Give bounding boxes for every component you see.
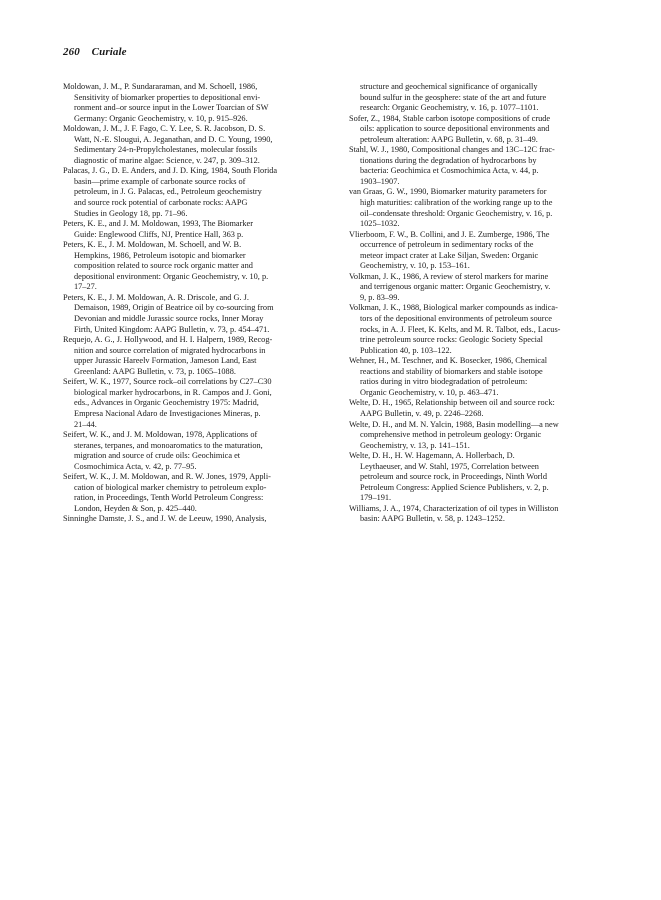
reference-line: Demaison, 1989, Origin of Beatrice oil by co-sourcing from <box>74 303 274 313</box>
reference-line: Palacas, J. G., D. E. Anders, and J. D. King, 1984, South Florida <box>63 166 278 176</box>
reference-line: depositional environment: Organic Geochemistry, v. 10, p. <box>74 271 269 281</box>
reference-line: Geochemistry, v. 13, p. 141–151. <box>360 440 470 450</box>
running-title: Curiale <box>91 46 127 58</box>
reference-line: Geochemistry, v. 10, p. 153–161. <box>360 261 470 271</box>
reference-line: Sedimentary 24-n-Propylcholestanes, molecular fossils <box>74 145 257 155</box>
reference-entry <box>63 335 325 377</box>
reference-line: 17–27. <box>74 282 97 292</box>
reference-line: Peters, K. E., and J. M. Moldowan, 1993, The Biomarker <box>63 219 253 229</box>
reference-line: diagnostic of marine algae: Science, v. 247, p. 309–312. <box>74 155 260 165</box>
reference-line: Hempkins, 1986, Petroleum isotopic and biomarker <box>74 250 246 260</box>
reference-line: Guide: Englewood Cliffs, NJ, Prentice Hall, 363 p. <box>74 229 244 239</box>
reference-line: petroleum alteration: AAPG Bulletin, v. 68, p. 31–49. <box>360 134 538 144</box>
reference-line: ronment and–or source input in the Lower Toarcian of SW <box>74 103 269 113</box>
reference-entry <box>349 356 612 398</box>
reference-line: bound sulfur in the geosphere: state of the art and future <box>360 92 547 102</box>
reference-line: Stahl, W. J., 1980, Compositional changes and 13C–12C frac- <box>349 145 555 155</box>
reference-line: 9, p. 83–99. <box>360 292 400 302</box>
reference-entry <box>349 230 612 272</box>
reference-line: Volkman, J. K., 1988, Biological marker compounds as indica- <box>349 303 558 313</box>
reference-line: London, Heyden & Son, p. 425–440. <box>74 503 197 513</box>
reference-entry <box>63 166 325 219</box>
reference-line: Devonian and middle Jurassic source rocks, Inner Moray <box>74 314 264 324</box>
reference-line: basin—prime example of carbonate source rocks of <box>74 176 246 186</box>
reference-line: biological marker hydrocarbons, in R. Campos and J. Goni, <box>74 387 272 397</box>
reference-line: Firth, United Kingdom: AAPG Bulletin, v. 73, p. 454–471. <box>74 324 270 334</box>
references-left-column <box>63 82 325 525</box>
reference-line: Germany: Organic Geochemistry, v. 10, p. 915–926. <box>74 113 248 123</box>
reference-line: and terrigenous organic matter: Organic Geochemistry, v. <box>360 282 551 292</box>
reference-line: oils: application to source depositional environments and <box>360 124 550 134</box>
reference-line: 1025–1032. <box>360 219 400 229</box>
reference-line: composition related to source rock organic matter and <box>74 261 253 271</box>
reference-line: occurrence of petroleum in sedimentary rocks of the <box>360 240 534 250</box>
reference-line: rocks, in A. J. Fleet, K. Kelts, and M. R. Talbot, eds., Lacus- <box>360 324 561 334</box>
references-right-column <box>349 82 612 525</box>
reference-line: petroleum and source rock, in Proceedings, Ninth World <box>360 472 547 482</box>
reference-line: trine petroleum source rocks: Geologic Society Special <box>360 335 543 345</box>
reference-entry <box>349 82 612 114</box>
reference-line: basin: AAPG Bulletin, v. 58, p. 1243–1252. <box>360 514 505 524</box>
reference-line: bacteria: Geochimica et Cosmochimica Acta, v. 44, p. <box>360 166 539 176</box>
reference-line: Peters, K. E., J. M. Moldowan, A. R. Driscole, and G. J. <box>63 292 249 302</box>
reference-entry <box>349 145 612 187</box>
reference-line: Sinninghe Damste, J. S., and J. W. de Leeuw, 1990, Analysis, <box>63 514 267 524</box>
reference-line: Moldowan, J. M., J. F. Fago, C. Y. Lee, S. R. Jacobson, D. S. <box>63 124 266 134</box>
reference-line: Sensitivity of biomarker properties to depositional envi- <box>74 92 261 102</box>
reference-line: nition and source correlation of migrated hydrocarbons in <box>74 345 266 355</box>
reference-line: cation of biological marker chemistry to petroleum explo- <box>74 482 267 492</box>
reference-line: tors of the depositional environments of petroleum source <box>360 314 552 324</box>
reference-line: Williams, J. A., 1974, Characterization of oil types in Williston <box>349 503 559 513</box>
reference-line: Seifert, W. K., J. M. Moldowan, and R. W. Jones, 1979, Appli- <box>63 472 271 482</box>
reference-line: steranes, terpanes, and monoaromatics to the maturation, <box>74 440 263 450</box>
reference-line: Wehner, H., M. Teschner, and K. Bosecker, 1986, Chemical <box>349 356 548 366</box>
reference-line: Greenland: AAPG Bulletin, v. 73, p. 1065–1088. <box>74 366 236 376</box>
reference-entry <box>63 430 325 472</box>
reference-line: Studies in Geology 18, pp. 71–96. <box>74 208 188 218</box>
reference-entry <box>349 398 612 419</box>
reference-line: comprehensive method in petroleum geology: Organic <box>360 430 542 440</box>
reference-line: Welte, D. H., 1965, Relationship between oil and source rock: <box>349 398 555 408</box>
reference-line: Cosmochimica Acta, v. 42, p. 77–95. <box>74 461 197 471</box>
reference-entry <box>349 420 612 452</box>
reference-line: Seifert, W. K., and J. M. Moldowan, 1978, Applications of <box>63 430 258 440</box>
reference-line: Watt, N.-E. Slougui, A. Jeganathan, and D. C. Young, 1990, <box>74 134 273 144</box>
reference-entry <box>349 303 612 356</box>
reference-entry <box>349 114 612 146</box>
reference-entry <box>349 187 612 229</box>
reference-entry <box>349 451 612 504</box>
reference-line: and source rock potential of carbonate rocks: AAPG <box>74 198 248 208</box>
reference-line: Requejo, A. G., J. Hollywood, and H. I. Halpern, 1989, Recog- <box>63 335 273 345</box>
reference-entry <box>63 472 325 514</box>
reference-line: Welte, D. H., and M. N. Yalcin, 1988, Basin modelling—a new <box>349 419 559 429</box>
reference-entry <box>349 272 612 304</box>
reference-entry <box>63 377 325 430</box>
reference-line: AAPG Bulletin, v. 49, p. 2246–2268. <box>360 408 484 418</box>
reference-line: Welte, D. H., H. W. Hagemann, A. Hollerbach, D. <box>349 451 515 461</box>
reference-entry <box>63 124 325 166</box>
reference-line: Vlierboom, F. W., B. Collini, and J. E. Zumberge, 1986, The <box>349 229 550 239</box>
reference-line: meteor impact crater at Lake Siljan, Sweden: Organic <box>360 250 539 260</box>
reference-line: ratios during in vitro biodegradation of petroleum: <box>360 377 528 387</box>
reference-line: petroleum, in J. G. Palacas, ed., Petroleum geochemistry <box>74 187 262 197</box>
reference-line: Leythaeuser, and W. Stahl, 1975, Correlation between <box>360 461 539 471</box>
page-number: 260 <box>63 46 80 58</box>
reference-line: oil–condensate threshold: Organic Geochemistry, v. 16, p. <box>360 208 553 218</box>
reference-entry <box>63 514 325 525</box>
reference-line: van Graas, G. W., 1990, Biomarker maturity parameters for <box>349 187 547 197</box>
reference-line: Moldowan, J. M., P. Sundararaman, and M. Schoell, 1986, <box>63 82 258 91</box>
reference-line: Empresa Nacional Adaro de Investigaciones Mineras, p. <box>74 408 261 418</box>
reference-line: upper Jurassic Hareelv Formation, Jameson Land, East <box>74 356 257 366</box>
reference-line: Publication 40, p. 103–122. <box>360 345 452 355</box>
reference-line: ration, in Proceedings, Tenth World Petroleum Congress: <box>74 493 264 503</box>
reference-entry <box>63 219 325 240</box>
reference-line: eds., Advances in Organic Geochemistry 1975: Madrid, <box>74 398 259 408</box>
reference-line: 179–191. <box>360 493 392 503</box>
reference-line: Volkman, J. K., 1986, A review of sterol markers for marine <box>349 271 549 281</box>
reference-entry <box>63 293 325 335</box>
reference-line: high maturities: calibration of the working range up to the <box>360 198 553 208</box>
reference-line: Petroleum Congress: Applied Science Publishers, v. 2, p. <box>360 482 549 492</box>
reference-line: reactions and stability of biomarkers and stable isotope <box>360 366 543 376</box>
reference-line: Seifert, W. K., 1977, Source rock–oil correlations by C27–C30 <box>63 377 272 387</box>
reference-line: tionations during the degradation of hydrocarbons by <box>360 155 537 165</box>
reference-entry <box>63 82 325 124</box>
reference-entry <box>349 504 612 525</box>
reference-line: migration and source of crude oils: Geochimica et <box>74 451 241 461</box>
reference-entry <box>63 240 325 293</box>
reference-line: research: Organic Geochemistry, v. 16, p. 1077–1101. <box>360 103 539 113</box>
reference-line: structure and geochemical significance of organically <box>360 82 538 91</box>
running-header <box>63 46 127 58</box>
reference-line: 21–44. <box>74 419 97 429</box>
reference-line: Peters, K. E., J. M. Moldowan, M. Schoell, and W. B. <box>63 240 242 250</box>
reference-line: 1903–1907. <box>360 176 400 186</box>
reference-line: Sofer, Z., 1984, Stable carbon isotope compositions of crude <box>349 113 551 123</box>
reference-line: Organic Geochemistry, v. 10, p. 463–471. <box>360 387 499 397</box>
